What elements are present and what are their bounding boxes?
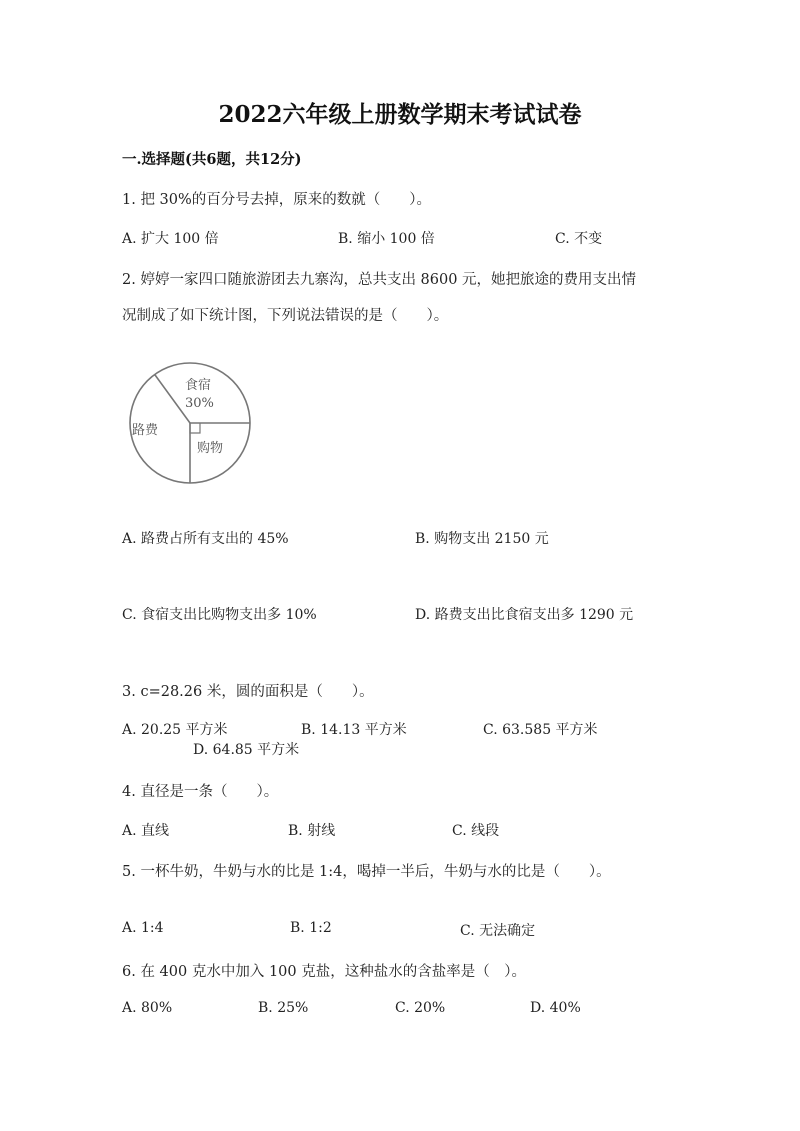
question-1-stem: 1. 把 30%的百分号去掉，原来的数就（ ）。 bbox=[122, 192, 432, 208]
question-1-option-c: C. 不变 bbox=[555, 231, 603, 247]
question-2-stem-line2: 况制成了如下统计图，下列说法错误的是（ ）。 bbox=[122, 308, 449, 324]
question-6-option-c: C. 20% bbox=[395, 1000, 446, 1016]
slice-label-shisu: 食宿 bbox=[185, 378, 212, 393]
question-2-option-a: A. 路费占所有支出的 45% bbox=[122, 531, 289, 547]
question-6-option-d: D. 40% bbox=[530, 1000, 581, 1016]
question-3-option-a: A. 20.25 平方米 bbox=[122, 722, 228, 738]
question-6-option-a: A. 80% bbox=[122, 1000, 173, 1016]
question-5-option-c: C. 无法确定 bbox=[460, 923, 536, 939]
question-4-option-b: B. 射线 bbox=[288, 823, 336, 839]
right-angle-marker bbox=[190, 423, 200, 433]
question-2-stem-line1: 2. 婷婷一家四口随旅游团去九寨沟，总共支出 8600 元，她把旅途的费用支出情 bbox=[122, 272, 637, 288]
question-2-option-d: D. 路费支出比食宿支出多 1290 元 bbox=[415, 607, 634, 623]
question-4-option-c: C. 线段 bbox=[452, 823, 500, 839]
question-6-option-b: B. 25% bbox=[258, 1000, 309, 1016]
question-6-stem: 6. 在 400 克水中加入 100 克盐，这种盐水的含盐率是（ ）。 bbox=[122, 964, 526, 980]
question-4-stem: 4. 直径是一条（ ）。 bbox=[122, 784, 279, 800]
question-1-option-a: A. 扩大 100 倍 bbox=[122, 231, 219, 247]
question-3-option-b: B. 14.13 平方米 bbox=[301, 722, 407, 738]
question-1-option-b: B. 缩小 100 倍 bbox=[338, 231, 435, 247]
question-5-stem: 5. 一杯牛奶，牛奶与水的比是 1:4，喝掉一半后，牛奶与水的比是（ ）。 bbox=[122, 864, 611, 880]
question-5-option-a: A. 1:4 bbox=[122, 920, 164, 936]
question-3-option-c: C. 63.585 平方米 bbox=[483, 722, 598, 738]
question-3-stem: 3. c=28.26 米，圆的面积是（ ）。 bbox=[122, 684, 374, 700]
slice-value-shisu: 30% bbox=[185, 396, 214, 411]
question-5-option-b: B. 1:2 bbox=[290, 920, 332, 936]
page-title: 2022六年级上册数学期末考试试卷 bbox=[218, 101, 582, 128]
question-4-option-a: A. 直线 bbox=[122, 823, 170, 839]
question-2-option-c: C. 食宿支出比购物支出多 10% bbox=[122, 607, 317, 623]
pie-chart bbox=[125, 358, 255, 488]
section-heading: 一.选择题(共6题，共12分) bbox=[122, 151, 302, 168]
question-2-option-b: B. 购物支出 2150 元 bbox=[415, 531, 549, 547]
slice-label-gouwu: 购物 bbox=[197, 441, 224, 456]
question-3-option-d: D. 64.85 平方米 bbox=[193, 742, 300, 758]
slice-label-lufei: 路费 bbox=[132, 423, 159, 438]
